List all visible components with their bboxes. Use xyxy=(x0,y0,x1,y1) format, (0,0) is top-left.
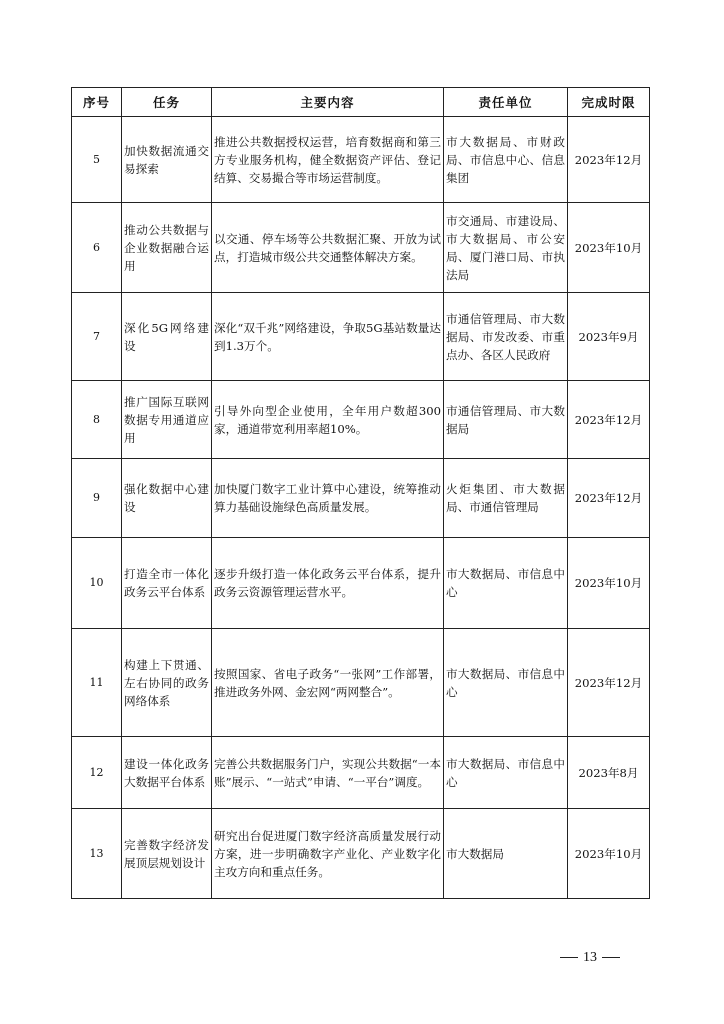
row-deadline: 2023年10月 xyxy=(568,809,650,899)
row-task: 深化5G网络建设 xyxy=(122,293,212,381)
row-task: 加快数据流通交易探索 xyxy=(122,117,212,203)
table-row xyxy=(72,381,650,459)
row-number: 7 xyxy=(72,293,122,381)
table-row xyxy=(72,293,650,381)
table-row xyxy=(72,117,650,203)
row-deadline: 2023年12月 xyxy=(568,459,650,538)
row-deadline: 2023年10月 xyxy=(568,538,650,629)
row-number: 5 xyxy=(72,117,122,203)
row-number: 11 xyxy=(72,629,122,737)
row-unit: 火炬集团、市大数据局、市通信管理局 xyxy=(444,459,568,538)
row-number: 12 xyxy=(72,737,122,809)
table-row xyxy=(72,459,650,538)
row-task: 推广国际互联网数据专用通道应用 xyxy=(122,381,212,459)
row-task: 构建上下贯通、左右协同的政务网络体系 xyxy=(122,629,212,737)
table-row xyxy=(72,809,650,899)
row-number: 8 xyxy=(72,381,122,459)
table-header-row xyxy=(72,88,650,117)
row-deadline: 2023年10月 xyxy=(568,203,650,293)
row-deadline: 2023年8月 xyxy=(568,737,650,809)
row-content: 逐步升级打造一体化政务云平台体系，提升政务云资源管理运营水平。 xyxy=(212,538,444,629)
page-number-dash-right xyxy=(602,957,620,958)
table-row xyxy=(72,203,650,293)
row-task: 推动公共数据与企业数据融合运用 xyxy=(122,203,212,293)
row-deadline: 2023年9月 xyxy=(568,293,650,381)
row-unit: 市通信管理局、市大数据局、市发改委、市重点办、各区人民政府 xyxy=(444,293,568,381)
row-number: 10 xyxy=(72,538,122,629)
page-number-value: 13 xyxy=(583,950,597,965)
row-unit: 市大数据局、市财政局、市信息中心、信息集团 xyxy=(444,117,568,203)
row-unit: 市通信管理局、市大数据局 xyxy=(444,381,568,459)
row-task: 建设一体化政务大数据平台体系 xyxy=(122,737,212,809)
row-number: 9 xyxy=(72,459,122,538)
row-number: 13 xyxy=(72,809,122,899)
row-content: 深化“双千兆”网络建设，争取5G基站数量达到1.3万个。 xyxy=(212,293,444,381)
row-task: 打造全市一体化政务云平台体系 xyxy=(122,538,212,629)
row-deadline: 2023年12月 xyxy=(568,381,650,459)
row-content: 以交通、停车场等公共数据汇聚、开放为试点，打造城市级公共交通整体解决方案。 xyxy=(212,203,444,293)
page-number-dash-left xyxy=(560,957,578,958)
row-unit: 市大数据局、市信息中心 xyxy=(444,629,568,737)
table-row xyxy=(72,629,650,737)
header-unit: 责任单位 xyxy=(444,88,568,117)
row-deadline: 2023年12月 xyxy=(568,117,650,203)
row-content: 研究出台促进厦门数字经济高质量发展行动方案，进一步明确数字产业化、产业数字化主攻方向和重点任务。 xyxy=(212,809,444,899)
page-number xyxy=(550,950,630,966)
row-content: 推进公共数据授权运营，培育数据商和第三方专业服务机构，健全数据资产评估、登记结算、交易撮合等市场运营制度。 xyxy=(212,117,444,203)
row-task: 完善数字经济发展顶层规划设计 xyxy=(122,809,212,899)
table-row xyxy=(72,737,650,809)
row-unit: 市大数据局、市信息中心 xyxy=(444,737,568,809)
row-content: 完善公共数据服务门户，实现公共数据“一本账”展示、“一站式”申请、“一平台”调度。 xyxy=(212,737,444,809)
row-unit: 市交通局、市建设局、市大数据局、市公安局、厦门港口局、市执法局 xyxy=(444,203,568,293)
row-deadline: 2023年12月 xyxy=(568,629,650,737)
row-number: 6 xyxy=(72,203,122,293)
row-unit: 市大数据局、市信息中心 xyxy=(444,538,568,629)
header-task: 任务 xyxy=(122,88,212,117)
header-no: 序号 xyxy=(72,88,122,117)
row-content: 加快厦门数字工业计算中心建设，统筹推动算力基础设施绿色高质量发展。 xyxy=(212,459,444,538)
task-table xyxy=(71,87,650,899)
row-unit: 市大数据局 xyxy=(444,809,568,899)
row-content: 引导外向型企业使用，全年用户数超300家，通道带宽利用率超10%。 xyxy=(212,381,444,459)
table-row xyxy=(72,538,650,629)
row-content: 按照国家、省电子政务“一张网”工作部署，推进政务外网、金宏网“两网整合”。 xyxy=(212,629,444,737)
row-task: 强化数据中心建设 xyxy=(122,459,212,538)
header-content: 主要内容 xyxy=(212,88,444,117)
header-deadline: 完成时限 xyxy=(568,88,650,117)
